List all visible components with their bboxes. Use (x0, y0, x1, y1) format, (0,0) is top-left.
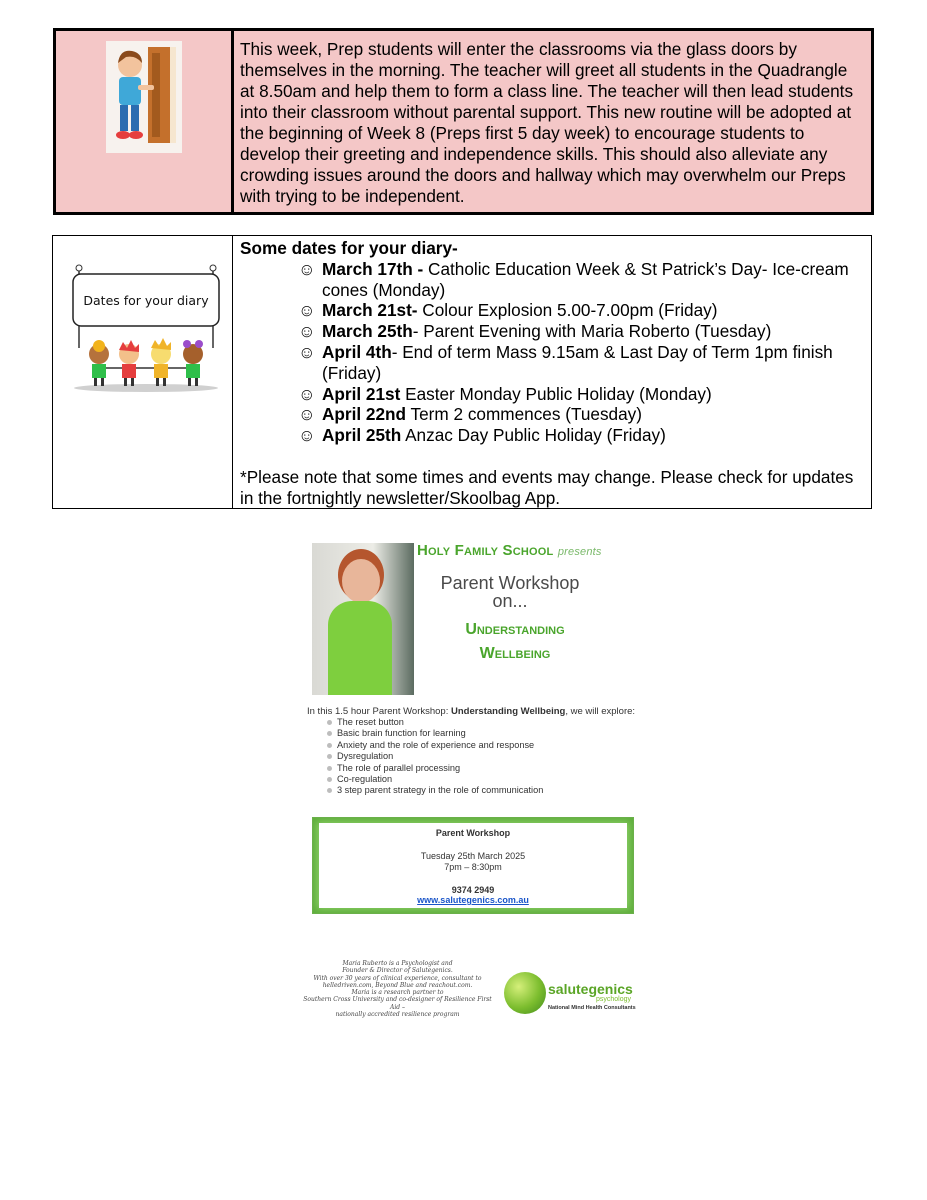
list-item (298, 342, 865, 384)
bio-line: nationally accredited resilience program (335, 1011, 460, 1019)
event-date: March 21st- (322, 300, 418, 321)
event-description: Colour Explosion 5.00-7.00pm (Friday) (417, 300, 718, 321)
smiley-icon: ☺ (298, 258, 316, 279)
logo-tagline: National Mind Health Consultants (548, 1005, 636, 1011)
presenter-dress (328, 601, 392, 695)
school-name (417, 542, 602, 559)
poster-topic-line2: Wellbeing (479, 645, 551, 662)
info-website-link[interactable]: www.salutegenics.com.au (417, 895, 529, 905)
diary-dates-table (52, 235, 872, 509)
event-description: Term 2 commences (Tuesday) (406, 404, 642, 425)
presenter-photo (312, 543, 414, 695)
bio-line: Maria is a research partner to (351, 989, 444, 997)
info-date: Tuesday 25th March 2025 (420, 851, 526, 861)
list-item (298, 259, 865, 301)
info-datetime (319, 851, 627, 873)
smiley-icon: ☺ (298, 300, 316, 321)
logo-sub: psychology (596, 996, 632, 1003)
logo-name: salutegenics (548, 981, 633, 997)
parent-workshop-poster (290, 538, 640, 1018)
list-item: The reset button (327, 717, 543, 728)
child-at-door-illustration (106, 41, 182, 153)
presents-text: presents (557, 546, 602, 558)
list-item (298, 404, 865, 425)
info-time: 7pm – 8:30pm (444, 862, 502, 872)
workshop-info-inner (319, 823, 627, 908)
bio-line: With over 30 years of clinical experience, consultant to (313, 974, 482, 982)
list-item: Dysregulation (327, 751, 543, 762)
diary-date-list (240, 259, 865, 446)
dates-banner-kids-illustration (71, 262, 221, 392)
list-item: Co-regulation (327, 774, 543, 785)
diary-image-cell (53, 236, 233, 508)
event-description: - End of term Mass 9.15am & Last Day of Term 1pm finish (Friday) (322, 341, 833, 383)
event-description: Anzac Day Public Holiday (Friday) (401, 425, 666, 446)
prep-notice-text: This week, Prep students will enter the classrooms via the glass doors by themselves in the morning. The teacher will greet all students in the Quadrangle at 8.50am and help them to form a class line. The teacher will then lead students into their classroom without parental support. This new routine will be adopted at the beginning of Week 8 (Preps first 5 day week) to encourage students to develop their greeting and independence skills. This should also alleviate any crowding issues around the doors and hallway which may overwhelm our Preps with trying to be independent. (240, 39, 854, 206)
poster-title (430, 574, 590, 610)
event-date: March 17th - (322, 258, 424, 279)
presenter-bio (300, 960, 495, 1018)
diary-heading: Some dates for your diary- (240, 238, 458, 258)
event-description: Easter Monday Public Holiday (Monday) (400, 383, 712, 404)
info-phone: 9374 2949 (451, 885, 495, 895)
list-item (298, 300, 865, 321)
event-description: - Parent Evening with Maria Roberto (Tuesday) (412, 321, 772, 342)
smiley-icon: ☺ (298, 425, 316, 446)
prep-notice-table (53, 28, 874, 215)
dates-banner-text: Dates for your diary (83, 293, 209, 308)
event-date: April 22nd (322, 404, 407, 425)
list-item: Anxiety and the role of experience and response (327, 740, 543, 751)
event-description: Catholic Education Week & St Patrick’s Day- Ice-cream cones (Monday) (322, 258, 849, 300)
diary-text-cell (233, 236, 871, 508)
event-date: March 25th (322, 321, 413, 342)
intro-suffix: , we will explore: (565, 706, 636, 717)
list-item: Basic brain function for learning (327, 728, 543, 739)
poster-title-line2: on... (492, 591, 528, 611)
info-title: Parent Workshop (435, 828, 511, 838)
logo-globe-icon (504, 972, 546, 1014)
smiley-icon: ☺ (298, 321, 316, 342)
smiley-icon: ☺ (298, 383, 316, 404)
poster-topic-line1: Understanding (465, 621, 565, 638)
list-item: 3 step parent strategy in the role of communication (327, 785, 543, 796)
school-name-text: Holy Family School (417, 542, 554, 559)
smiley-icon: ☺ (298, 404, 316, 425)
list-item: The role of parallel processing (327, 763, 543, 774)
bio-line: helledriven.com, Beyond Blue and reachout.com. (322, 981, 473, 989)
list-item (298, 384, 865, 405)
poster-intro (307, 706, 635, 717)
salutegenics-logo (504, 972, 634, 1016)
intro-bold: Understanding Wellbeing (450, 706, 566, 717)
bio-line: Founder & Director of Salutegenics. (342, 967, 453, 975)
bio-line: Southern Cross University and co-designer of Resilience First Aid – (303, 996, 492, 1011)
diary-note: *Please note that some times and events may change. Please check for updates in the fortnightly newsletter/Skoolbag App. (240, 466, 854, 508)
workshop-topics (327, 717, 543, 797)
poster-topic (430, 618, 600, 666)
prep-notice-image-cell (56, 31, 234, 212)
presenter-head (342, 559, 380, 603)
event-date: April 4th (322, 341, 392, 362)
event-date: April 21st (322, 383, 401, 404)
bio-line: Maria Ruberto is a Psychologist and (342, 960, 453, 967)
intro-prefix: In this 1.5 hour Parent Workshop: (307, 706, 451, 717)
list-item (298, 321, 865, 342)
smiley-icon: ☺ (298, 341, 316, 362)
workshop-info-box (312, 817, 634, 914)
poster-title-line1: Parent Workshop (440, 573, 580, 593)
event-date: April 25th (322, 425, 402, 446)
list-item (298, 425, 865, 446)
